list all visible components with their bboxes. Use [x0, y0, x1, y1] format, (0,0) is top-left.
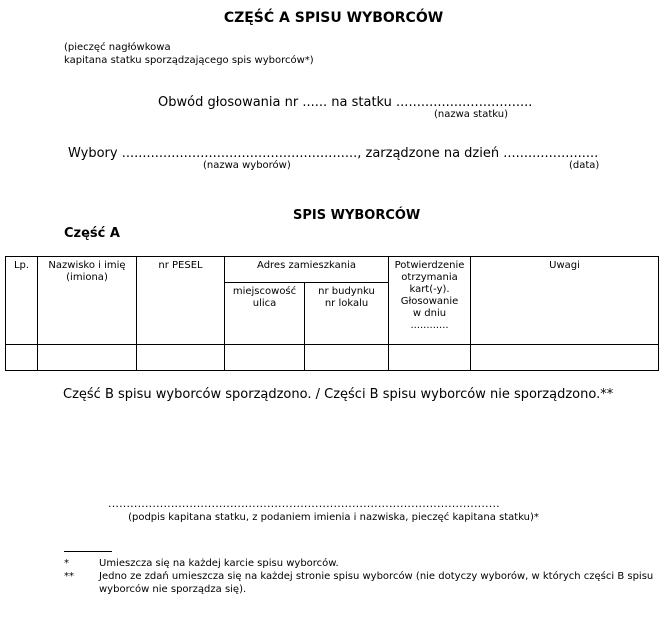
confirm-line-1: Potwierdzenie: [394, 260, 465, 271]
header-name-line-1: Nazwisko i imię: [48, 260, 126, 271]
cell-lp: [6, 345, 38, 371]
cell-pesel: [137, 345, 225, 371]
footnote-1-text: Umieszcza się na każdej karcie spisu wyborców.: [99, 558, 339, 569]
seal-line-1: (pieczęć nagłówkowa: [64, 42, 171, 53]
footnote-separator: [64, 551, 112, 552]
confirm-line-5: w dniu: [412, 308, 447, 319]
table-row: [6, 345, 659, 371]
header-name-line-2: (imiona): [66, 272, 108, 283]
header-address: Adres zamieszkania: [225, 257, 389, 283]
seal-line-2: kapitana statku sporządzającego spis wyborców*): [64, 55, 314, 66]
table-header-row: [6, 257, 659, 283]
confirm-line-6: ............: [410, 320, 449, 331]
header-confirmation: [389, 257, 471, 345]
header-building: [305, 283, 389, 345]
header-lp: Lp.: [6, 257, 38, 345]
cell-confirmation: [389, 345, 471, 371]
part-label: Część A: [64, 226, 120, 241]
header-locality: [225, 283, 305, 345]
confirm-line-2: otrzymania: [401, 272, 458, 283]
footnote-2-mark: **: [64, 571, 74, 582]
elections-name-caption: (nazwa wyborów): [203, 160, 291, 171]
ship-name-caption: (nazwa statku): [434, 109, 509, 120]
district-line: Obwód głosowania nr ...... na statku .................................: [158, 95, 533, 110]
building-line-1: nr budynku: [318, 286, 375, 297]
elections-line: Wybory ........................................................., zarządzone na dzień .......................: [68, 146, 599, 161]
list-title: SPIS WYBORCÓW: [293, 208, 421, 223]
signature-line: ..........................................................................................................: [108, 497, 500, 510]
header-name: [38, 257, 137, 345]
header-pesel: nr PESEL: [137, 257, 225, 345]
confirm-line-3: kart(-y).: [409, 284, 450, 295]
locality-line-1: miejscowość: [232, 286, 297, 297]
footnote-1-mark: *: [64, 558, 69, 569]
cell-locality: [225, 345, 305, 371]
locality-line-2: ulica: [252, 298, 277, 309]
document-title: CZĘŚĆ A SPISU WYBORCÓW: [223, 10, 444, 26]
cell-building: [305, 345, 389, 371]
cell-notes: [471, 345, 659, 371]
header-notes: Uwagi: [471, 257, 659, 345]
signature-caption: (podpis kapitana statku, z podaniem imienia i nazwiska, pieczęć kapitana statku)*: [128, 512, 539, 523]
date-caption: (data): [569, 160, 600, 171]
voters-table: [5, 256, 659, 371]
header-seal-note: [64, 41, 314, 67]
part-b-statement: Część B spisu wyborców sporządzono. / Części B spisu wyborców nie sporządzono.**: [63, 387, 614, 402]
building-line-2: nr lokalu: [324, 298, 369, 309]
confirm-line-4: Głosowanie: [400, 296, 459, 307]
cell-name: [38, 345, 137, 371]
footnote-2-text: Jedno ze zdań umieszcza się na każdej stronie spisu wyborców (nie dotyczy wyborów, w których części B spisu wyborców nie sporządza się).: [99, 571, 654, 595]
